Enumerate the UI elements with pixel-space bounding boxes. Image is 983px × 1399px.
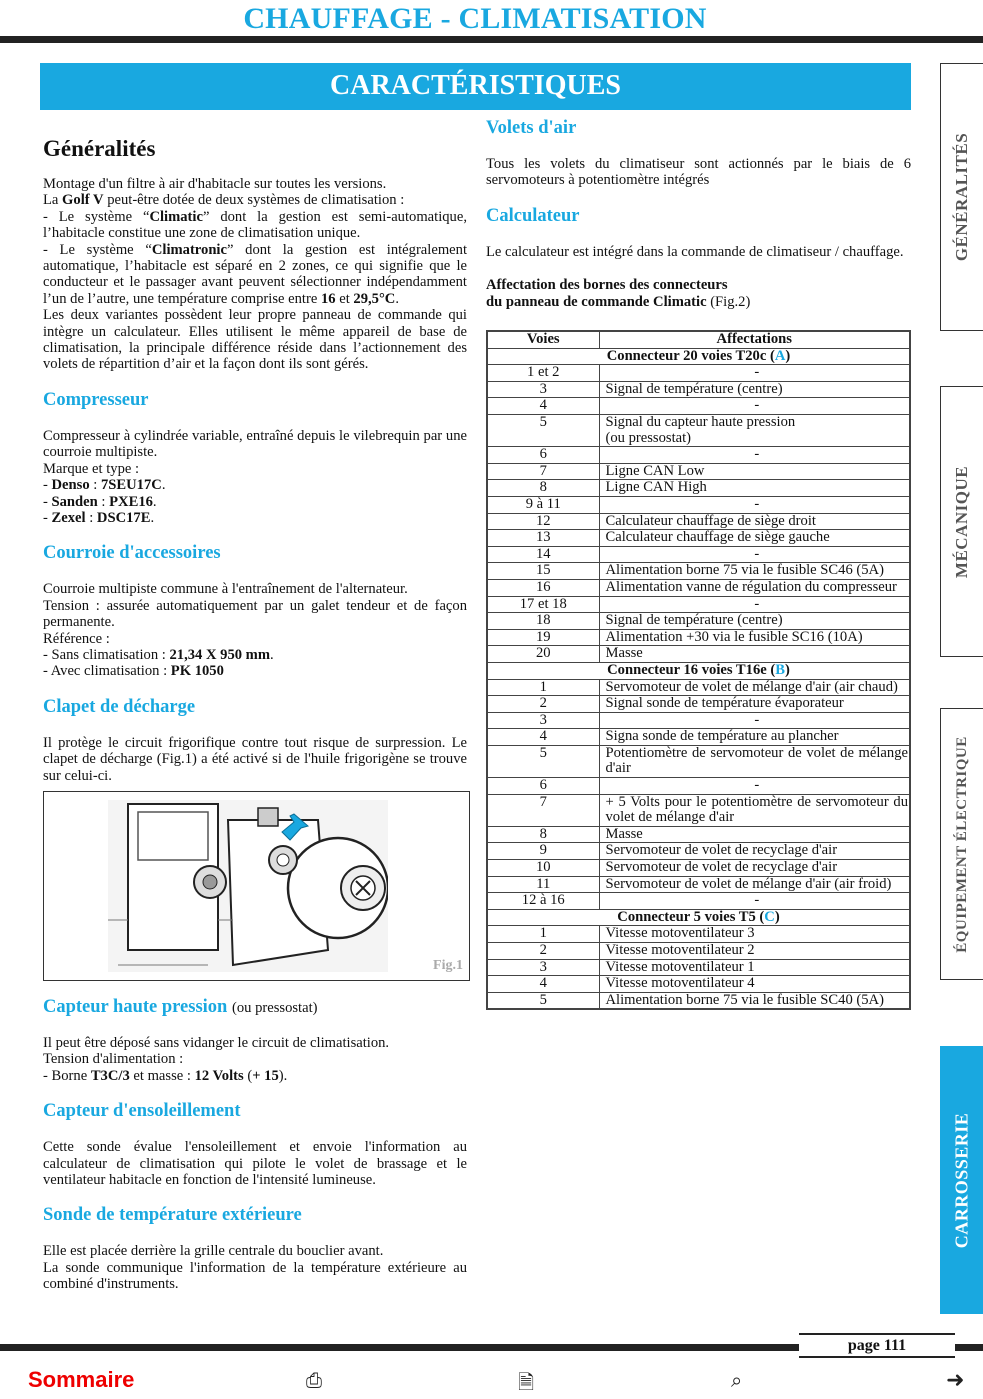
pin-number: 18 — [487, 613, 599, 630]
table-row — [487, 546, 910, 563]
tab-mecanique[interactable] — [940, 386, 983, 657]
pin-assignment: Vitesse motoventilateur 3 — [605, 925, 755, 942]
table-row — [487, 463, 910, 480]
table-row — [487, 513, 910, 530]
left-column — [43, 136, 467, 1310]
pin-number: 20 — [487, 646, 599, 663]
pin-assignment: - — [754, 711, 760, 728]
calculateur-heading: Calculateur — [486, 205, 580, 226]
tab-equipement-electrique[interactable] — [940, 708, 983, 980]
pin-assignment: - — [754, 495, 760, 512]
table-row — [487, 496, 910, 513]
tab-label: ÉQUIPEMENT ÉLECTRIQUE — [953, 735, 970, 953]
pin-number: 1 et 2 — [487, 365, 599, 382]
table-row — [487, 480, 910, 497]
figure-1 — [43, 791, 470, 981]
print-icon[interactable]: ⎙ — [306, 1368, 322, 1392]
table-row — [487, 794, 910, 826]
pin-assignment: - — [754, 446, 760, 463]
pin-assignment: - — [754, 777, 760, 794]
pin-number: 15 — [487, 563, 599, 580]
pin-assignment: - — [754, 545, 760, 562]
ensoleillement-heading: Capteur d'ensoleillement — [43, 1101, 241, 1122]
pin-number: 8 — [487, 480, 599, 497]
sonde-ext-text: Elle est placée derrière la grille centrale du bouclier avant. La sonde communique l'information de la température extérieure au combiné d'instruments. — [43, 1243, 467, 1293]
pin-number: 12 à 16 — [487, 893, 599, 910]
pin-assignment: Signa sonde de température au plancher — [605, 728, 839, 745]
pin-assignment: Alimentation borne 75 via le fusible SC40 (5A) — [605, 991, 884, 1008]
connector-group-title: Connecteur 5 voies T5 (C) — [487, 909, 910, 926]
pin-assignment: Alimentation borne 75 via le fusible SC46 (5A) — [605, 562, 884, 579]
connector-group-header — [487, 348, 910, 365]
compresseur-text: Compresseur à cylindrée variable, entraîné depuis le vilebrequin par une courroie multipiste. Marque et type : - Denso : 7SEU17C. - Sanden : PXE16. - Zexel : DSC17E. — [43, 427, 467, 526]
volets-heading: Volets d'air — [486, 118, 577, 138]
pin-number: 4 — [487, 729, 599, 746]
pin-number: 8 — [487, 826, 599, 843]
pin-assignment: Masse — [605, 825, 643, 842]
table-row — [487, 926, 910, 943]
table-row — [487, 729, 910, 746]
pin-assignment: Vitesse motoventilateur 2 — [605, 942, 755, 958]
capteur-hp-text: Il peut être déposé sans vidanger le circuit de climatisation. Tension d'alimentation : - Borne T3C/3 et masse : 12 Volts (+ 15). — [43, 1034, 390, 1084]
pin-assignment: Alimentation vanne de régulation du compresseur — [605, 578, 897, 595]
table-row — [487, 959, 910, 976]
table-row — [487, 712, 910, 729]
connector-group-title: Connecteur 16 voies T16e (B) — [487, 662, 910, 679]
table-row — [487, 365, 910, 382]
table-row — [487, 530, 910, 547]
table-row — [487, 843, 910, 860]
search-binoculars-icon[interactable]: ⌕ — [731, 1368, 743, 1392]
tab-generalites[interactable] — [940, 63, 983, 331]
pin-number: 7 — [487, 794, 599, 826]
pin-number: 6 — [487, 778, 599, 795]
table-row — [487, 778, 910, 795]
pin-number: 10 — [487, 860, 599, 877]
table-row — [487, 381, 910, 398]
connector-group-header — [487, 909, 910, 926]
pin-number: 17 et 18 — [487, 596, 599, 613]
tab-label: CARROSSERIE — [951, 1112, 972, 1248]
next-arrow-icon[interactable]: ➜ — [946, 1368, 965, 1393]
pin-assignment: - — [754, 595, 760, 612]
pin-number: 6 — [487, 447, 599, 464]
courroie-text: Courroie multipiste commune à l'entraînement de l'alternateur. Tension : assurée automatiquement par un galet tendeur et de façon permanente. Référence : - Sans climatisation : 21,34 X 950 mm. - Avec climatisation : PK 1050 — [43, 581, 467, 680]
table-row — [487, 826, 910, 843]
pin-assignment: Vitesse motoventilateur 1 — [605, 958, 755, 975]
table-row — [487, 976, 910, 993]
document-icon[interactable]: 🗎 — [518, 1370, 535, 1394]
calculateur-text: Le calculateur est intégré dans la commande de climatiseur / chauffage. — [486, 243, 904, 260]
pin-assignment: Servomoteur de volet de mélange d'air (air chaud) — [605, 678, 898, 695]
pin-number: 3 — [487, 381, 599, 398]
tab-label: GÉNÉRALITÉS — [952, 132, 972, 262]
col-header-affectations: Affectations — [599, 331, 910, 348]
pin-assignment: Servomoteur de volet de recyclage d'air — [605, 842, 838, 859]
table-row — [487, 579, 910, 596]
pin-number: 5 — [487, 745, 599, 777]
table-row — [487, 943, 910, 960]
capteur-hp-heading: Capteur haute pression (ou pressostat) — [43, 996, 318, 1017]
pin-assignment: Ligne CAN High — [605, 479, 707, 496]
compresseur-heading: Compresseur — [43, 389, 149, 410]
connector-table-body — [487, 348, 910, 1009]
table-row — [487, 596, 910, 613]
connector-group-title: Connecteur 20 voies T20c (A) — [487, 348, 910, 365]
pin-number: 1 — [487, 679, 599, 696]
generalites-text: Montage d'un filtre à air d'habitacle sur toutes les versions. La Golf V peut-être dotée de deux systèmes de climatisation : - Le système “Climatic” dont la gestion est semi-automatique, l’habitacle constitue une zone de climatisation unique. - Le système “Climatronic” dont la gestion est intégralement automatique, l’habitacle est séparé en 2 zones, ce qui signifie que le conducteur et le passager avant peuvent sélectionner indépendamment l’un de l’autre, une température comprise entre 16 et 29,5°C. Les deux variantes possèdent leur propre panneau de commande qui intègre un calculateur. Elles utilisent le même appareil de base de climatisation, la principale différence réside dans l’actionnement des volets de répartition d’air et la façon dont ils sont gérés. — [43, 176, 467, 373]
pin-number: 1 — [487, 926, 599, 943]
table-row — [487, 696, 910, 713]
top-rule — [0, 36, 983, 43]
pin-number: 14 — [487, 546, 599, 563]
volets-text: Tous les volets du climatiseur sont actionnés par le biais de 6 servomoteurs à potentiomètre intégrés — [486, 156, 911, 189]
table-row — [487, 563, 910, 580]
pin-number: 16 — [487, 579, 599, 596]
pin-number: 7 — [487, 463, 599, 480]
pin-number: 3 — [487, 959, 599, 976]
table-row — [487, 646, 910, 663]
pin-number: 2 — [487, 943, 599, 960]
footer-nav — [0, 1363, 983, 1399]
pin-assignment: Masse — [605, 645, 643, 662]
pin-assignment: Servomoteur de volet de recyclage d'air — [605, 859, 838, 876]
pin-number: 4 — [487, 398, 599, 415]
pin-number: 9 — [487, 843, 599, 860]
pin-number: 12 — [487, 513, 599, 530]
table-row — [487, 860, 910, 877]
table-row — [487, 447, 910, 464]
tab-label: MÉCANIQUE — [952, 465, 972, 578]
connector-group-header — [487, 662, 910, 679]
table-row — [487, 745, 910, 777]
ensoleillement-text: Cette sonde évalue l'ensoleillement et envoie l'information au calculateur de climatisation qui pilote le volet de brassage et le ventilateur habitacle en fonction de l'intensité lumineuse. — [43, 1139, 467, 1188]
table-row — [487, 415, 910, 447]
pin-number: 13 — [487, 530, 599, 547]
pin-assignment: - — [754, 397, 760, 414]
sonde-ext-heading: Sonde de température extérieure — [43, 1205, 302, 1226]
pin-assignment: Signal sonde de température évaporateur — [605, 695, 844, 712]
table-row — [487, 613, 910, 630]
table-row — [487, 893, 910, 910]
pin-number: 9 à 11 — [487, 496, 599, 513]
pin-number: 19 — [487, 629, 599, 646]
table-row — [487, 629, 910, 646]
pin-assignment: Ligne CAN Low — [605, 462, 705, 479]
page-title: CHAUFFAGE - CLIMATISATION — [243, 2, 707, 35]
pin-number: 4 — [487, 976, 599, 993]
pin-assignment: - — [754, 892, 760, 909]
table-row — [487, 398, 910, 415]
pin-number: 3 — [487, 712, 599, 729]
pin-number: 5 — [487, 992, 599, 1009]
table-row — [487, 679, 910, 696]
section-banner: CARACTÉRISTIQUES — [40, 63, 911, 110]
page-number: page 111 — [799, 1333, 955, 1358]
generalites-heading: Généralités — [43, 136, 156, 161]
pin-assignment: Calculateur chauffage de siège gauche — [605, 529, 830, 546]
sommaire-link[interactable]: Sommaire — [28, 1367, 135, 1392]
pin-assignment: Servomoteur de volet de mélange d'air (air froid) — [605, 875, 892, 892]
clapet-text: Il protège le circuit frigorifique contre tout risque de surpression. Le clapet de décharge (Fig.1) a été activé si de l'huile frigorigène se trouve sur celui-ci. — [43, 734, 467, 784]
figure-label: Fig.1 — [433, 957, 463, 973]
pin-assignment: Signal de température (centre) — [605, 380, 783, 397]
pin-assignment: Signal de température (centre) — [605, 612, 783, 629]
pin-number: 5 — [487, 415, 599, 447]
connector-table — [486, 330, 911, 1010]
pin-number: 2 — [487, 696, 599, 713]
pin-assignment: Alimentation +30 via le fusible SC16 (10A) — [605, 628, 863, 645]
pin-assignment: Calculateur chauffage de siège droit — [605, 512, 816, 529]
pin-assignment: Vitesse motoventilateur 4 — [605, 975, 755, 992]
pin-assignment: + 5 Volts pour le potentiomètre de servomoteur du volet de mélange d'air — [605, 793, 908, 826]
affectation-heading: Affectation des bornes des connecteurs du panneau de commande Climatic (Fig.2) — [486, 277, 751, 310]
right-column — [486, 118, 911, 1010]
courroie-heading: Courroie d'accessoires — [43, 543, 221, 564]
pin-assignment: Signal du capteur haute pression (ou pressostat) — [605, 414, 796, 446]
pin-assignment: - — [754, 364, 760, 381]
col-header-voies: Voies — [487, 331, 599, 348]
valve-illustration — [108, 800, 388, 972]
table-row — [487, 992, 910, 1009]
tab-carrosserie[interactable] — [940, 1046, 983, 1314]
pin-assignment: Potentiomètre de servomoteur de volet de mélange d'air — [605, 744, 908, 777]
clapet-heading: Clapet de décharge — [43, 696, 196, 717]
table-row — [487, 876, 910, 893]
pin-number: 11 — [487, 876, 599, 893]
